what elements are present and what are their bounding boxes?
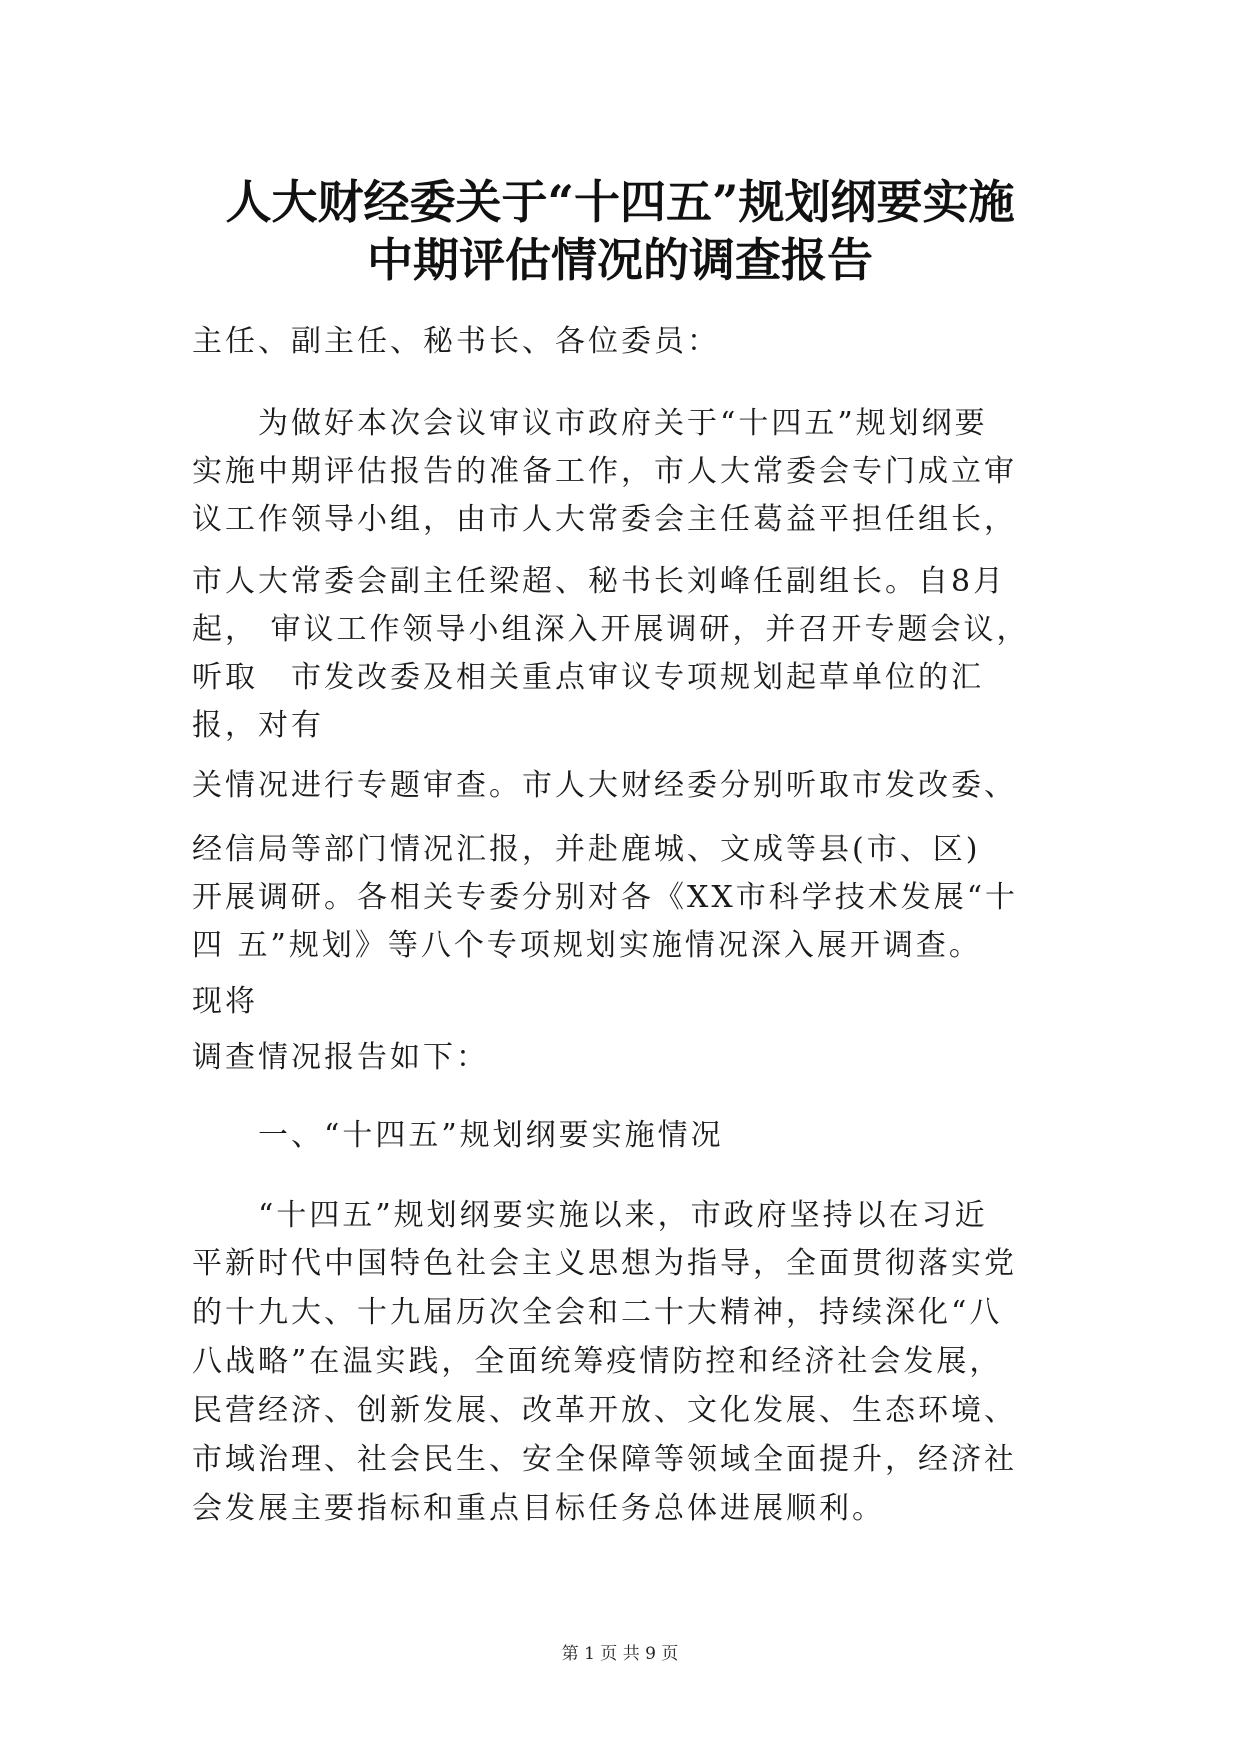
body-line: 市人大常委会副主任梁超、秘书长刘峰任副组长。自8月 bbox=[192, 564, 1007, 599]
document-title-line-1: 人大财经委关于“十四五”规划纲要实施 bbox=[225, 175, 1015, 229]
body-line: 会发展主要指标和重点目标任务总体进展顺利。 bbox=[192, 1491, 885, 1526]
body-line: 实施中期评估报告的准备工作，市人大常委会专门成立审 bbox=[192, 454, 1017, 489]
body-line: 经信局等部门情况汇报，并赴鹿城、文成等县(市、区) bbox=[192, 832, 981, 867]
page-number-footer: 第 1 页 共 9 页 bbox=[561, 1644, 679, 1664]
body-line: 市域治理、社会民生、安全保障等领域全面提升，经济社 bbox=[192, 1442, 1017, 1477]
document-title-line-2: 中期评估情况的调查报告 bbox=[367, 233, 873, 287]
body-line: 议工作领导小组，由市人大常委会主任葛益平担任组长， bbox=[192, 502, 1017, 537]
body-line: 听取 市发改委及相关重点审议专项规划起草单位的汇 bbox=[192, 660, 984, 695]
body-line: 报，对有 bbox=[192, 708, 324, 743]
body-line: 四 五”规划》等八个专项规划实施情况深入展开调查。 bbox=[192, 928, 982, 963]
salutation: 主任、副主任、秘书长、各位委员： bbox=[192, 324, 720, 359]
body-line: “十四五”规划纲要实施以来，市政府坚持以在习近 bbox=[192, 1198, 988, 1233]
body-line: 现将 bbox=[192, 984, 258, 1019]
body-line: 的十九大、十九届历次全会和二十大精神，持续深化“八 bbox=[192, 1295, 1003, 1330]
body-line: 为做好本次会议审议市政府关于“十四五”规划纲要 bbox=[192, 406, 988, 441]
body-line: 八战略”在温实践，全面统筹疫情防控和经济社会发展， bbox=[192, 1344, 1003, 1379]
body-line: 起， 审议工作领导小组深入开展调研，并召开专题会议， bbox=[192, 612, 1030, 647]
section-heading: 一、“十四五”规划纲要实施情况 bbox=[192, 1118, 724, 1153]
body-line: 调查情况报告如下： bbox=[192, 1040, 489, 1075]
body-line: 关情况进行专题审查。市人大财经委分别听取市发改委、 bbox=[192, 768, 1017, 803]
body-line: 开展调研。各相关专委分别对各《XX市科学技术发展“十 bbox=[192, 880, 1019, 915]
body-line: 民营经济、创新发展、改革开放、文化发展、生态环境、 bbox=[192, 1393, 1017, 1428]
body-line: 平新时代中国特色社会主义思想为指导，全面贯彻落实党 bbox=[192, 1246, 1017, 1281]
